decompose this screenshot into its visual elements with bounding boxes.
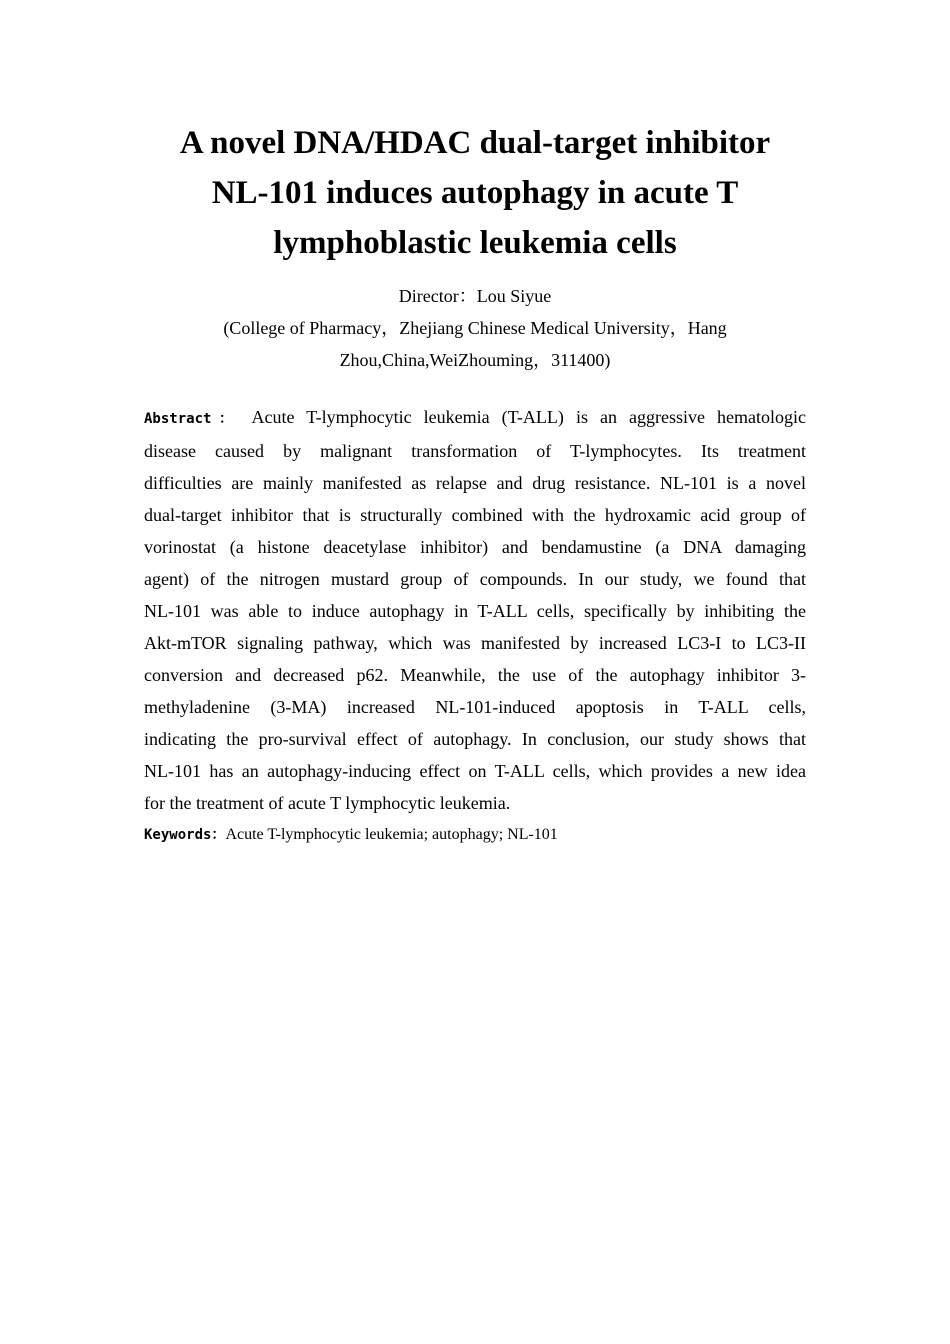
abstract-line: NL-101 has an autophagy-inducing effect on T-ALL cells, which provides a new idea <box>144 761 806 781</box>
affiliation-line: (College of Pharmacy，Zhejiang Chinese Medical University，Hang <box>223 318 727 338</box>
keywords-label: Keywords： <box>144 827 226 843</box>
abstract-line: dual-target inhibitor that is structurally combined with the hydroxamic acid group of <box>144 505 806 525</box>
abstract-line: difficulties are mainly manifested as relapse and drug resistance. NL-101 is a novel <box>144 473 806 493</box>
paper-page <box>144 118 806 851</box>
abstract-line: conversion and decreased p62. Meanwhile, the use of the autophagy inhibitor 3- <box>144 665 806 685</box>
author-line: Director：Lou Siyue <box>398 286 552 306</box>
abstract-line: agent) of the nitrogen mustard group of compounds. In our study, we found that <box>144 569 806 589</box>
abstract-first-line <box>144 401 806 435</box>
affiliation-line: Zhou,China,WeiZhouming，311400) <box>339 350 611 370</box>
title-line: lymphoblastic leukemia cells <box>273 225 677 261</box>
keywords <box>144 819 806 851</box>
abstract-text: Acute T-lymphocytic leukemia (T-ALL) is an aggressive hematologic <box>251 407 806 427</box>
keywords-text: Acute T-lymphocytic leukemia; autophagy; NL-101 <box>225 826 558 843</box>
abstract-line: NL-101 was able to induce autophagy in T-ALL cells, specifically by inhibiting the <box>144 601 806 621</box>
title-line: NL-101 induces autophagy in acute T <box>211 175 739 211</box>
abstract-line: vorinostat (a histone deacetylase inhibitor) and bendamustine (a DNA damaging <box>144 537 806 557</box>
abstract-line: disease caused by malignant transformation of T-lymphocytes. Its treatment <box>144 441 806 461</box>
abstract <box>144 401 806 819</box>
affiliation <box>144 312 806 376</box>
abstract-line: for the treatment of acute T lymphocytic leukemia. <box>144 793 511 813</box>
abstract-line: Akt-mTOR signaling pathway, which was manifested by increased LC3-I to LC3-II <box>144 633 806 653</box>
paper-title <box>144 118 806 268</box>
abstract-line: indicating the pro-survival effect of autophagy. In conclusion, our study shows that <box>144 729 806 749</box>
abstract-line: methyladenine (3-MA) increased NL-101-induced apoptosis in T-ALL cells, <box>144 697 806 717</box>
abstract-label: Abstract： <box>144 411 241 427</box>
title-line: A novel DNA/HDAC dual-target inhibitor <box>179 125 771 161</box>
